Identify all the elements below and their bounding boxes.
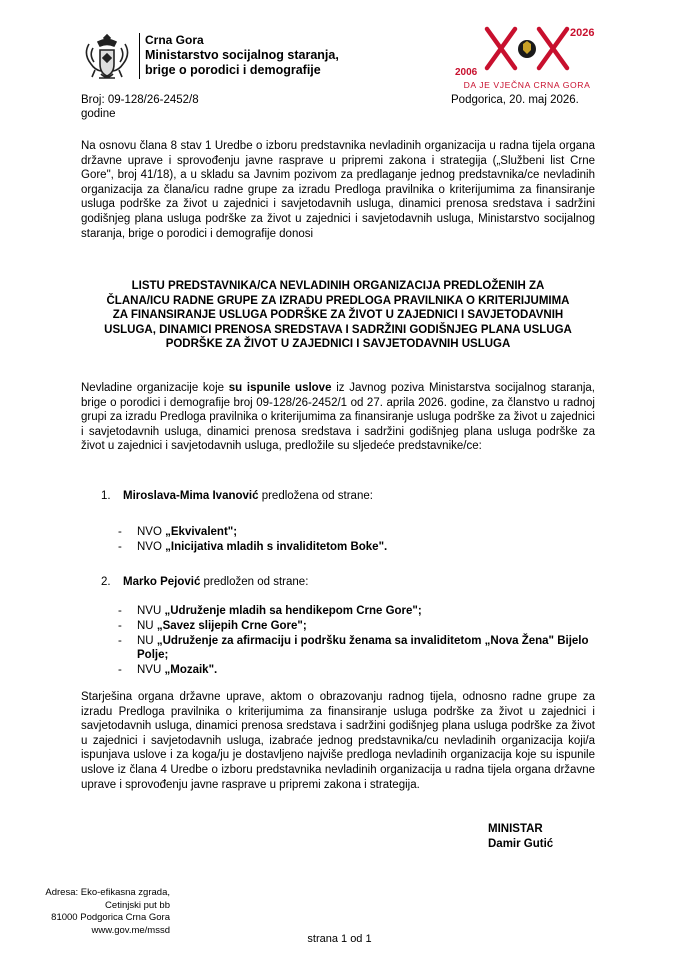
logo-slogan: DA JE VJEČNA CRNA GORA [463,80,591,90]
website-link[interactable]: www.gov.me/mssd [91,924,170,936]
nominee-item [101,489,373,503]
header-divider [139,33,140,79]
org-item: - NU „Udruženje za afirmaciju i podršku ženama sa invaliditetom „Nova Žena" Bijelo Polje; [118,635,589,661]
org-type: NVU [137,664,165,676]
body-text-bold: su ispunile uslove [228,382,332,394]
signature-name: Damir Gutić [488,838,554,850]
body-paragraph [81,381,595,454]
nominee-orgs-list [118,604,617,678]
document-number: Broj: 09-128/26-2452/8 [81,94,199,106]
heading-line: ZA FINANSIRANJE USLUGA PODRŠKE ZA ŽIVOT U ZAJEDNICI I SAVJETODAVNIH [112,309,564,321]
heading-line: LISTU PREDSTAVNIKA/CA NEVLADINIH ORGANIZACIJA PREDLOŽENIH ZA [131,280,545,292]
page-number: strana 1 od 1 [307,933,372,945]
nominee-label: predložena od strane: [258,490,373,502]
body-text: Nevladine organizacije koje [81,382,229,394]
org-name: „Savez slijepih Crne Gore"; [156,620,307,632]
org-name: „Ekvivalent"; [165,526,238,538]
nominee-number: 2. [101,576,111,588]
org-item: - NVO „Inicijativa mladih s invaliditetom Boke". [118,541,388,553]
nominee-name: Miroslava-Mima Ivanović [123,490,259,502]
nominee-label: predložen od strane: [200,576,309,588]
org-item: - NU „Savez slijepih Crne Gore"; [118,620,307,632]
logo-year-left: 2006 [455,67,478,78]
address-block [45,887,170,937]
signature-title: MINISTAR [488,823,543,835]
ministry-name-line1: Ministarstvo socijalnog staranja, [145,48,339,62]
document-heading [81,279,595,352]
ministry-name-line2: brige o porodici i demografije [145,63,321,77]
nominee-name: Marko Pejović [123,576,201,588]
institution-block [145,33,339,78]
org-type: NVO [137,541,166,553]
anniversary-logo [451,22,603,92]
signature-block [488,822,553,852]
nominee-orgs-list [118,525,617,555]
nominee-item [101,575,308,589]
org-name: „Udruženje mladih sa hendikepom Crne Gore"; [164,605,422,617]
heading-line: USLUGA, DINAMICI PRENOSA SREDSTAVA I SADRŽINI GODIŠNJEG PLANA USLUGA [104,323,572,336]
address-line: Cetinjski put bb [105,899,170,911]
document-number-block [81,93,199,121]
org-name: „Mozaik". [164,664,218,676]
place-date: Podgorica, 20. maj 2026. [451,94,579,106]
org-name: „Inicijativa mladih s invaliditetom Boke". [165,541,388,553]
address-line: 81000 Podgorica Crna Gora [51,912,170,923]
org-type: NU [137,620,157,632]
nominee-number: 1. [101,490,111,502]
org-item: - NVU „Udruženje mladih sa hendikepom Crne Gore"; [118,605,422,617]
coat-of-arms-icon [81,30,133,86]
heading-line: ČLANA/ICU RADNE GRUPE ZA IZRADU PREDLOGA PRAVILNIKA O KRITERIJUMIMA [106,294,570,307]
logo-year-right: 2026 [570,27,595,39]
org-item: - NVO „Ekvivalent"; [118,526,238,538]
org-name: „Udruženje za afirmaciju i podršku ženama sa invaliditetom „Nova Žena" Bijelo Polje; [137,635,589,661]
org-type: NVO [137,526,166,538]
address-line: Adresa: Eko-efikasna zgrada, [45,887,170,898]
intro-paragraph: Na osnovu člana 8 stav 1 Uredbe o izboru predstavnika nevladinih organizacija u radna tijela organa državne uprave i sprovođenju javne rasprave u pripremi zakona i strategija („Službeni list Crne Gore", broj 41/18), a u skladu sa Javnim pozivom za predlaganje jednog predstavnika/ce nevladinih organizacija za člana/icu radne grupe za izradu Predloga pravilnika o kriterijumima za finansiranje usluga podrške za život u zajednici i savjetodavnih usluga, dinamici prenosa sredstava i sadržini godišnjeg plana usluga podrške za život u zajednici i savjetodavnih usluga, Ministarstvo socijalnog staranja, brige o porodici i demografije donosi [81,140,595,240]
org-type: NVU [137,605,165,617]
closing-paragraph: Starješina organa državne uprave, aktom o obrazovanju radnog tijela, odnosno radne grupe za izradu Predloga pravilnika o kriterijumima za finansiranje usluga podrške za život u zajednici i savjetodavnih usluga, dinamici prenosa sredstava i sadržini godišnjeg plana usluga podrške za život u zajednici i savjetodavnih usluga, izabraće jednog predstavnika/cu nevladinih organizacija koji/a ispunjava uslove i za koga/ju je dostavljeno najviše predloga nevladinih organizacija koje su ispunile uslove iz člana 4 Uredbe o izboru predstavnika nevladinih organizacija u radna tijela organa državne uprave i sprovođenju javne rasprave u pripremi zakona i strategija. [81,691,595,791]
country-name: Crna Gora [145,33,204,47]
org-type: NU [137,635,157,647]
org-item: - NVU „Mozaik". [118,664,218,676]
heading-line: PODRŠKE ZA ŽIVOT U ZAJEDNICI I SAVJETODAVNIH USLUGA [165,338,511,350]
body-text: iz Javnog poziva Ministarstva socijalnog staranja, brige o porodici i demografije broj 09-128/26-2452/1 od 27. aprila 2026. godine, za članstvo u radnoj grupi za izradu Predloga pravilnika o kriterijumima za finansiranje usluga podrške za život u zajednici i savjetodavnih usluga, dinamici prenosa sredstava i sadržini godišnjeg plana usluga podrške za život u zajednici i savjetodavnih usluga, predložile su sljedeće predstavnike/ce: [81,382,595,453]
document-number-suffix: godine [81,108,116,120]
